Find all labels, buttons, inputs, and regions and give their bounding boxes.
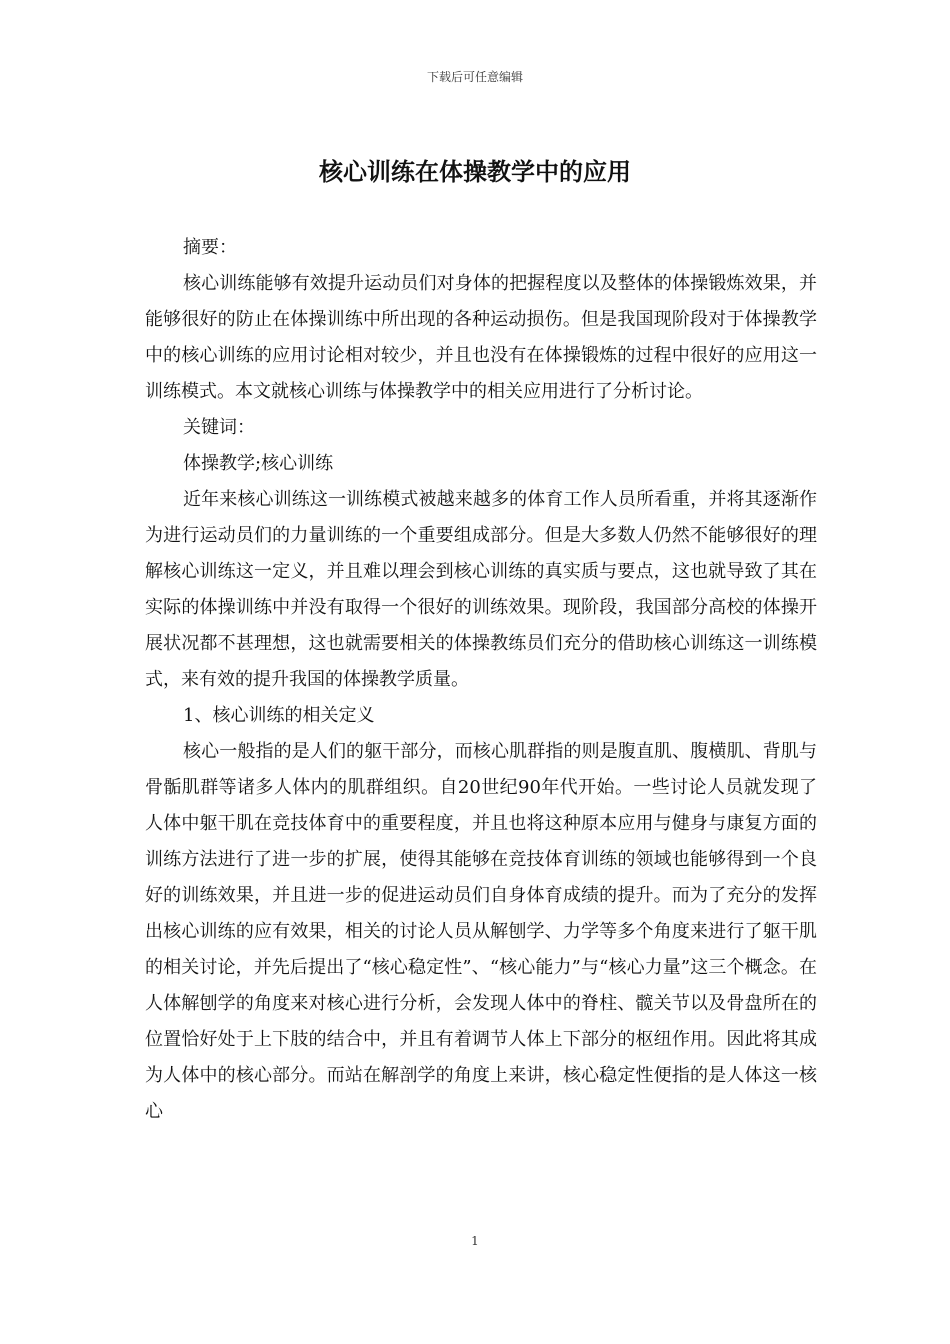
abstract-paragraph: 核心训练能够有效提升运动员们对身体的把握程度以及整体的体操锻炼效果，并能够很好的防止在体操训练中所出现的各种运动损伤。但是我国现阶段对于体操教学中的核心训练的应用讨论相对较少，并且也没有在体操锻炼的过程中很好的应用这一训练模式。本文就核心训练与体操教学中的相关应用进行了分析讨论。 (145, 273, 817, 402)
page-number: 1 (471, 1234, 479, 1248)
abstract-heading: 摘要： (183, 237, 237, 258)
header-note: 下载后可任意编辑 (426, 70, 523, 84)
document-title: 核心训练在体操教学中的应用 (319, 157, 631, 186)
section-paragraph: 核心一般指的是人们的躯干部分，而核心肌群指的则是腹直肌、腹横肌、背肌与骨骺肌群等诸多人体内的肌群组织。自20世纪90年代开始。一些讨论人员就发现了人体中躯干肌在竞技体育中的重要程度，并且也将这种原本应用与健身与康复方面的训练方法进行了进一步的扩展，使得其能够在竞技体育训练的领域也能够得到一个良好的训练效果，并且进一步的促进运动员们自身体育成绩的提升。而为了充分的发挥出核心训练的应有效果，相关的讨论人员从解刨学、力学等多个角度来进行了躯干肌的相关讨论，并先后提出了“核心稳定性”、“核心能力”与“核心力量”这三个概念。在人体解刨学的角度来对核心进行分析，会发现人体中的脊柱、髋关节以及骨盘所在的位置恰好处于上下肢的结合中，并且有着调节人体上下部分的枢纽作用。因此将其成为人体中的核心部分。而站在解剖学的角度上来讲，核心稳定性便指的是人体这一核心 (145, 741, 817, 1122)
intro-paragraph: 近年来核心训练这一训练模式被越来越多的体育工作人员所看重，并将其逐渐作为进行运动员们的力量训练的一个重要组成部分。但是大多数人仍然不能够很好的理解核心训练这一定义，并且难以理会到核心训练的真实质与要点，这也就导致了其在实际的体操训练中并没有取得一个很好的训练效果。现阶段，我国部分高校的体操开展状况都不甚理想，这也就需要相关的体操教练员们充分的借助核心训练这一训练模式，来有效的提升我国的体操教学质量。 (145, 489, 817, 690)
section-heading: 1、核心训练的相关定义 (183, 705, 375, 726)
keywords-heading: 关键词： (183, 417, 255, 438)
document-body (145, 230, 817, 1130)
keywords-text: 体操教学;核心训练 (183, 453, 334, 474)
